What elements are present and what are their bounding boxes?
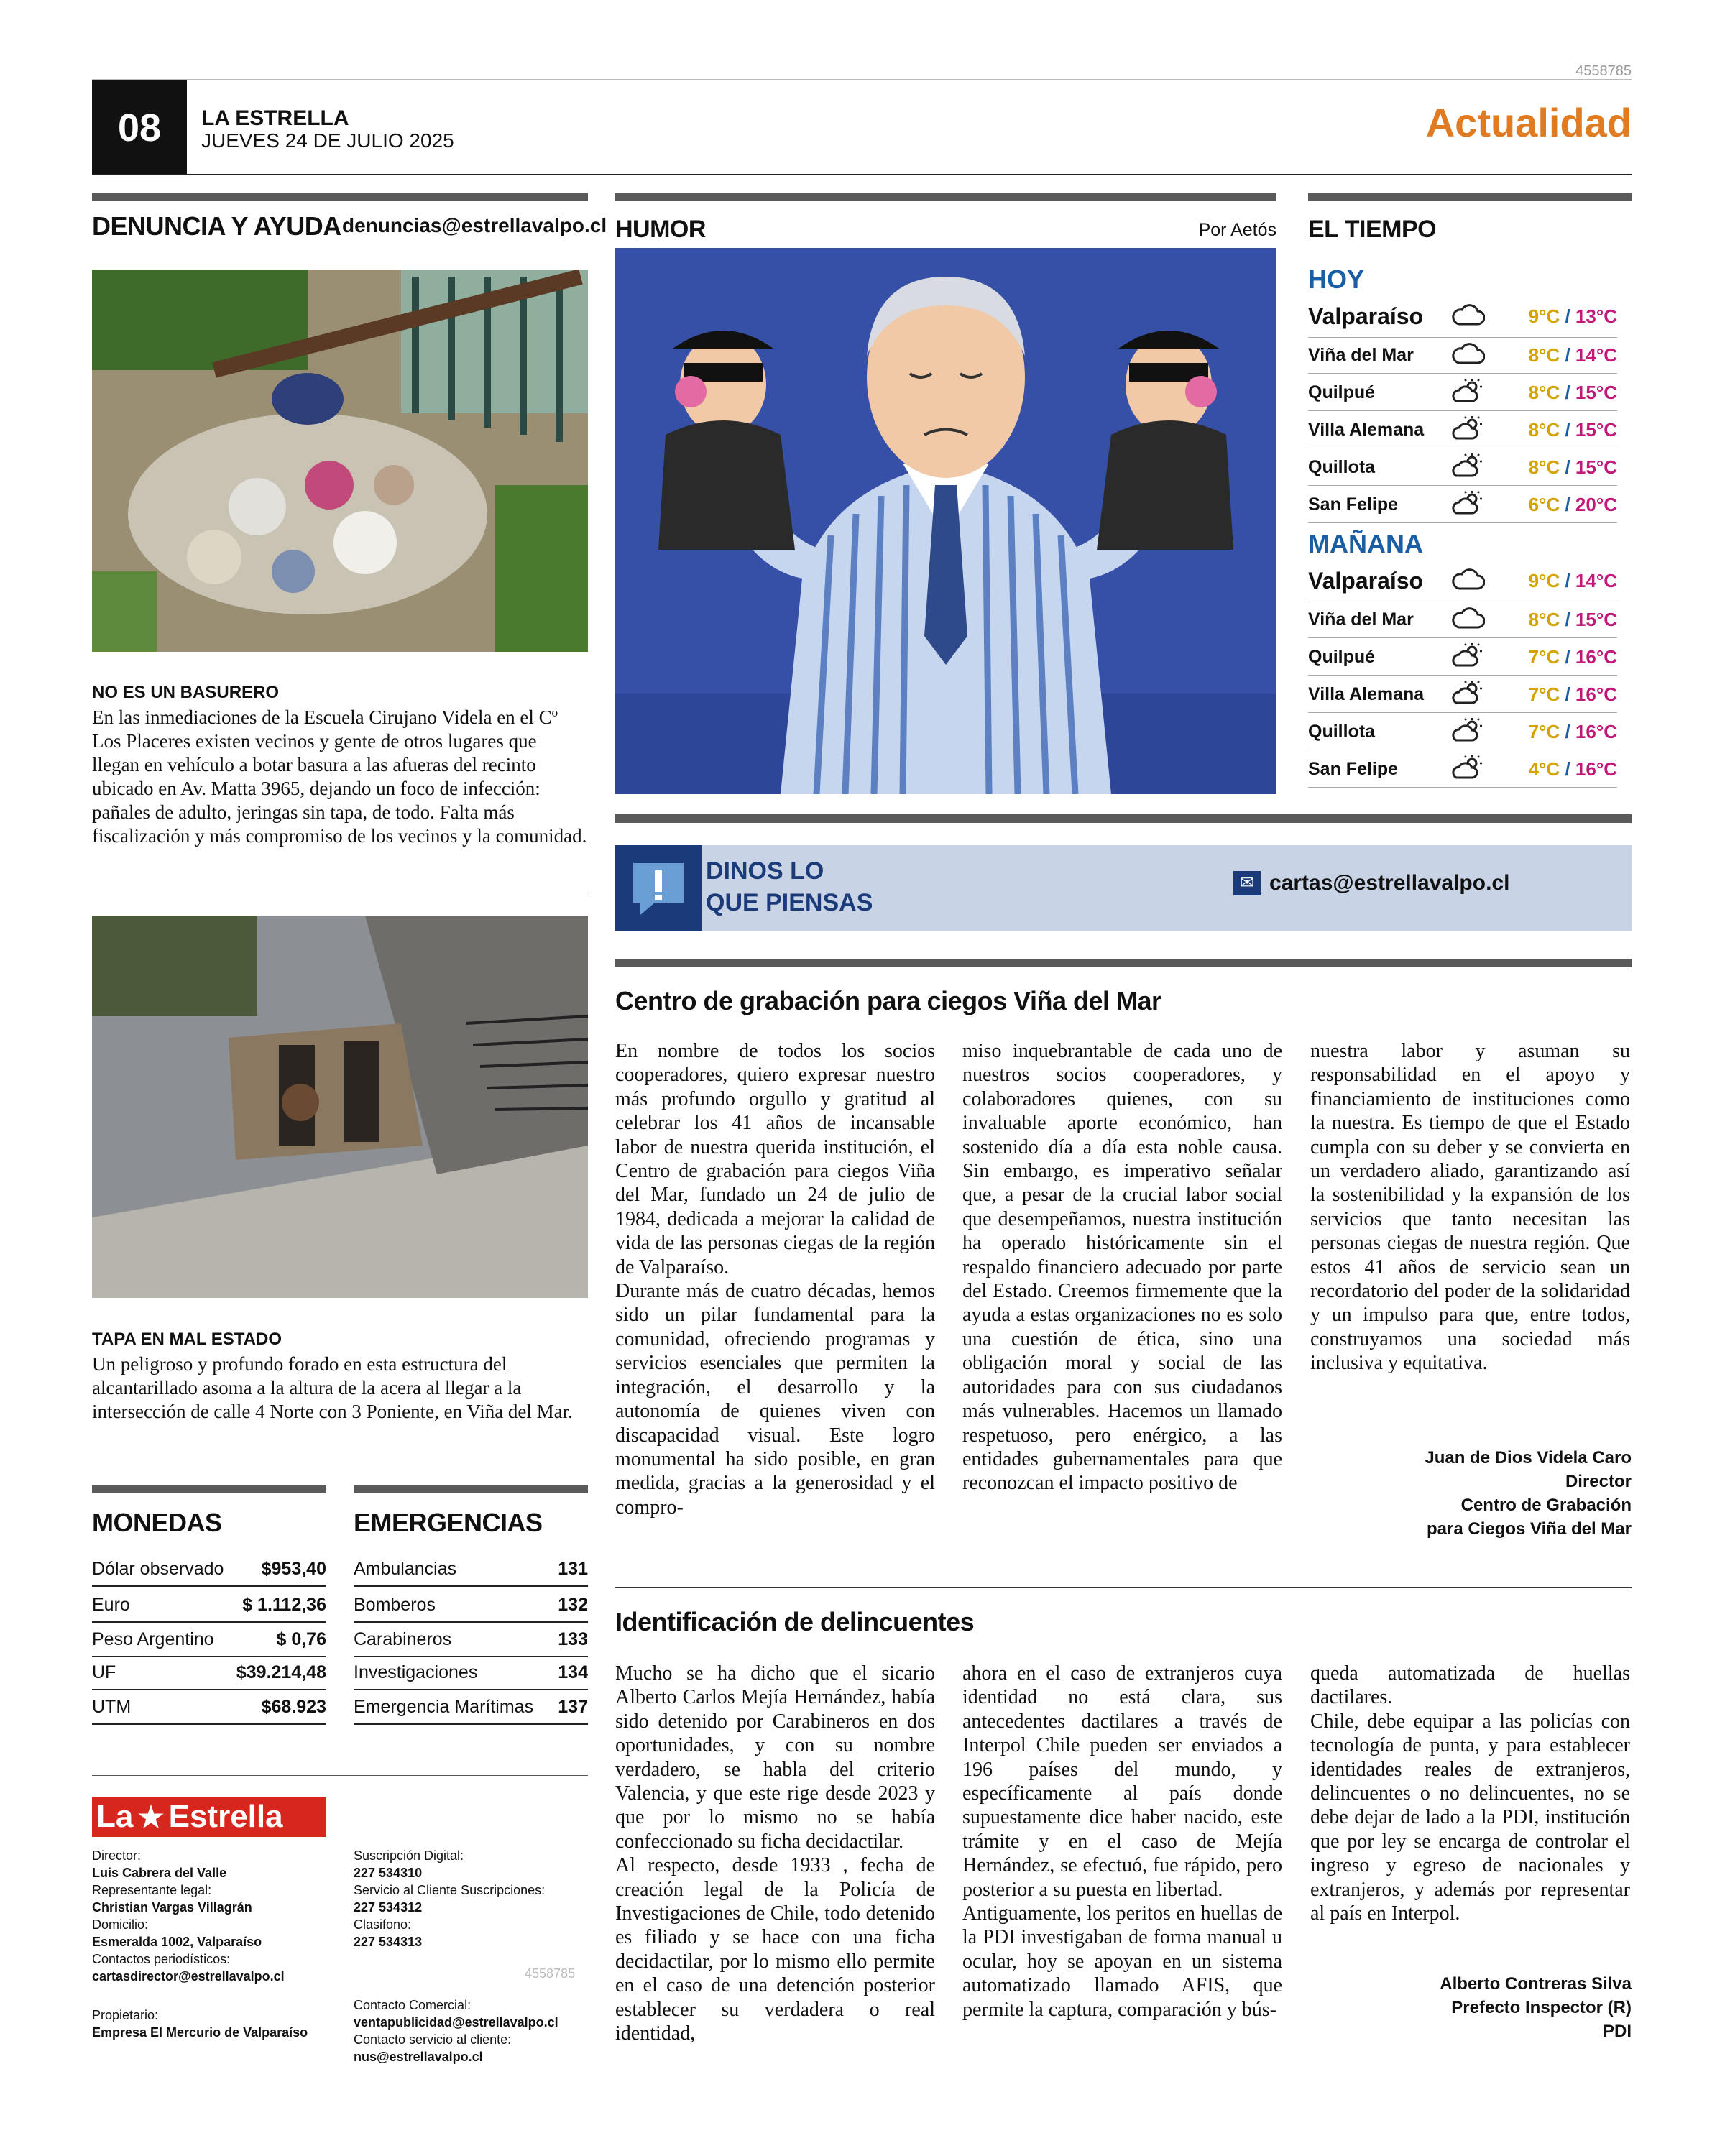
partly-sunny-icon [1450,755,1501,784]
credit-label: Propietario: [92,2008,159,2022]
letter1-column: nuestra labor y asuman su responsabilidad en el apoyo y financiamiento de instituciones como la nuestra. Es tiempo de que el Estado cumpla con su deber y se convierta en un verdadero aliado, garantizando así la sostenibilidad y la expansión de los servicios que tanto necesitan las personas ciegas de nuestra región. Que estos 41 años de servicio sean un recordatorio del poder de la solidaridad y un impulso para que, entre todos, construyamos una sociedad más inclusiva y equitativa. [1310,1040,1630,1375]
temp-max: 20°C [1575,494,1617,515]
partly-sunny-icon [1450,491,1501,520]
denuncia-email[interactable]: denuncias@estrellavalpo.cl [342,214,607,236]
letter2-column: ahora en el caso de extranjeros cuya identidad no está clara, sus antecedentes dactilares a través de Interpol Chile pueden ser enviados a 196 países del mundo, y específicamente al país donde supuestamente dice haber nacido, este trámite y en el caso de Mejía Hernández, se efectuó, fue rápido, pero posterior a su puesta en libertad. Antiguamente, los peritos en huellas de la PDI investigaban de forma manual u ocular, hoy se apoyan en un sistema automatizado llamado AFIS, que permite la captura, comparación y bús- [962,1662,1282,2021]
contact-label: Contacto servicio al cliente: [354,2032,512,2047]
top-rule [92,79,1632,80]
item1-title: NO ES UN BASURERO [92,683,280,702]
city-name: Viña del Mar [1308,609,1414,630]
credit-label: Representante legal: [92,1883,212,1897]
commercial-email[interactable]: ventapublicidad@estrellavalpo.cl [354,2015,558,2030]
alert-icon [615,845,702,931]
temperature-range [1501,419,1617,441]
temperature-range [1501,646,1617,668]
item1-text: En las inmediaciones de la Escuela Cirujano Videla en el Cº Los Placeres existen vecinos y gente de otros lugares que llegan en vehículo a botar basura a las afueras del recinto ubicado en Av. Matta 3965, dejando un foco de infección: pañales de adulto, jeringas sin tapa, de todo. Falta más fiscalización y más compromiso de los vecinos y la comunidad. [92,706,587,847]
currency-value: $68.923 [261,1696,326,1717]
contact-value: 227 534312 [354,1900,423,1915]
temp-min: 8°C [1528,419,1560,441]
temp-separator: / [1560,344,1576,366]
weather-row [1308,487,1617,523]
table-row [92,1690,326,1725]
temp-min: 8°C [1528,344,1560,366]
table-row [354,1656,588,1690]
credit-label: Domicilio: [92,1917,149,1932]
phone-number[interactable]: 132 [558,1594,588,1615]
service-label: Ambulancias [354,1558,457,1579]
humor-author: Por Aetós [1198,220,1276,240]
currency-label: UTM [92,1696,132,1717]
temperature-range [1501,721,1617,743]
temperature-range [1501,344,1617,367]
temperature-range [1501,758,1617,780]
currency-value: $39.214,48 [236,1662,326,1682]
temp-max: 15°C [1575,382,1617,403]
temp-min: 9°C [1528,570,1560,591]
temp-max: 16°C [1575,646,1617,668]
item2-text: Un peligroso y profundo forado en esta estructura del alcantarillado asoma a la altura de la acera al llegar a la intersección de calle 4 Norte con 3 Poniente, en Viña del Mar. [92,1353,573,1422]
temp-max: 15°C [1575,609,1617,630]
emergencias-top-bar [354,1485,588,1493]
phone-number[interactable]: 133 [558,1628,588,1649]
temperature-range [1501,683,1617,706]
issue-date: JUEVES 24 DE JULIO 2025 [201,129,454,152]
temp-max: 16°C [1575,758,1617,780]
temp-separator: / [1560,494,1576,515]
cartoon-image [615,248,1276,794]
weather-row [1308,296,1617,338]
paper-name: LA ESTRELLA [201,106,349,130]
brand-logo [92,1797,326,1837]
masthead-divider [92,1775,588,1776]
letter2-title: Identificación de delincuentes [615,1607,975,1636]
table-row [354,1588,588,1623]
monedas-heading: MONEDAS [92,1508,222,1537]
table-row [92,1623,326,1657]
temperature-range [1501,382,1617,404]
table-row [92,1656,326,1690]
temp-max: 15°C [1575,456,1617,478]
letter1-top-bar [615,959,1632,967]
temp-min: 4°C [1528,758,1560,780]
item2-title: TAPA EN MAL ESTADO [92,1330,282,1349]
page-number: 08 [92,80,187,175]
temp-min: 8°C [1528,609,1560,630]
temp-separator: / [1560,419,1576,441]
partly-sunny-icon [1450,681,1501,709]
credit-value: Luis Cabrera del Valle [92,1866,227,1880]
city-name: Viña del Mar [1308,345,1414,365]
letter1-column: En nombre de todos los socios cooperadores, quiero expresar nuestro más profundo orgullo y gratitud al celebrar los 41 años de incansable labor de nuestra querida institución, el Centro de grabación para ciegos Viña del Mar, fundado un 24 de julio de 1984, dedicada a mejorar la calidad de vida de las personas ciegas de la región de Valparaíso. Durante más de cuatro décadas, hemos sido un pilar fundamental para la comunidad, ofreciendo programas y servicios esenciales que permiten la integración, el desarrollo y la autonomía de quienes viven con discapacidad visual. Este logro monumental ha sido posible, en gran medida, gracias a la generosidad y el compro- [615,1040,935,1519]
service-label: Bomberos [354,1594,436,1615]
currency-label: Peso Argentino [92,1628,214,1649]
client-email[interactable]: nus@estrellavalpo.cl [354,2050,483,2064]
weather-row [1308,413,1617,448]
partly-sunny-icon [1450,453,1501,482]
temperature-range [1501,494,1617,516]
city-name: Quilpué [1308,647,1376,667]
humor-heading: HUMOR [615,216,706,243]
weather-row [1308,677,1617,713]
humor-top-bar [615,193,1276,201]
cloud-icon [1450,567,1501,596]
currency-value: $ 0,76 [276,1628,326,1649]
temp-min: 8°C [1528,456,1560,478]
signature-org: Centro de Grabación [1460,1496,1632,1515]
currency-label: Dólar observado [92,1558,224,1579]
today-label: HOY [1308,264,1365,294]
temp-separator: / [1560,305,1576,327]
signature-role: Prefecto Inspector (R) [1451,1998,1632,2017]
weather-row [1308,450,1617,486]
city-name: Quillota [1308,457,1376,477]
signature-name: Juan de Dios Videla Caro [1425,1448,1632,1468]
partly-sunny-icon [1450,379,1501,407]
temp-max: 15°C [1575,419,1617,441]
header-rule [92,174,1632,175]
temp-min: 7°C [1528,683,1560,705]
contact-label: Suscripción Digital: [354,1848,464,1863]
watermark-code: 4558785 [525,1966,576,1981]
city-name: Valparaíso [1308,568,1424,594]
letter1-signature [1310,1446,1632,1541]
temp-separator: / [1560,758,1576,780]
section-title: Actualidad [1425,100,1632,145]
temperature-range [1501,570,1617,592]
currency-value: $ 1.112,36 [242,1594,326,1615]
temperature-range [1501,609,1617,631]
letter2-column: queda automatizada de huellas dactilares. Chile, debe equipar a las policías con tecnología de punta, y para establecer identidades reales de extranjeros, delincuentes o no delincuentes, no se debe dejar de lado a la PDI, institución que por ley se encarga de controlar el ingreso y egreso de nacionales y extranjeros, y además por representar al país en Interpol. [1310,1662,1630,1925]
garbage-photo [92,270,588,652]
credit-value: Christian Vargas Villagrán [92,1900,252,1915]
page-code: 4558785 [1576,63,1632,79]
drain-photo [92,916,588,1298]
temp-max: 16°C [1575,721,1617,742]
signature-org: para Ciegos Viña del Mar [1427,1519,1632,1539]
weather-row [1308,714,1617,750]
city-name: Villa Alemana [1308,420,1425,440]
logo-text: La [96,1799,134,1834]
letter2-column: Mucho se ha dicho que el sicario Alberto Carlos Mejía Hernández, había sido detenido por Carabineros en dos oportunidades, y con su nombre verdadero, se habla del criterio Valencia, y que este rige desde 2023 y que por lo mismo no se había confeccionado su ficha decidactilar. Al respecto, desde 1933 , fecha de creación legal de la Policía de Investigaciones de Chile, todo detenido es filiado y se hace con una ficha decidactilar, por lo mismo ello permite en el caso de una detención posterior establecer su verdadera o real identidad, [615,1662,935,2045]
table-row [92,1552,326,1587]
cloud-icon [1450,303,1501,331]
envelope-icon: ✉ [1233,871,1261,895]
dinos-title-line: DINOS LO [706,857,824,885]
contact-label: Servicio al Cliente Suscripciones: [354,1883,546,1897]
temp-max: 14°C [1575,570,1617,591]
temp-separator: / [1560,382,1576,403]
signature-name: Alberto Contreras Silva [1440,1974,1632,1994]
city-name: San Felipe [1308,759,1399,779]
temperature-range [1501,456,1617,479]
masthead-credits [92,1847,336,2041]
denuncia-heading: DENUNCIA Y AYUDA [92,211,341,241]
temp-separator: / [1560,683,1576,705]
letter2-signature [1310,1972,1632,2043]
service-label: Carabineros [354,1628,452,1649]
denuncia-top-bar [92,193,588,201]
contact-label: Clasifono: [354,1917,412,1932]
dinos-title [706,855,873,918]
city-name: Quilpué [1308,382,1376,402]
currency-label: UF [92,1662,116,1682]
temperature-range [1501,305,1617,328]
city-name: Valparaíso [1308,303,1424,329]
weather-row [1308,375,1617,411]
temp-min: 7°C [1528,646,1560,668]
currency-value: $953,40 [261,1558,326,1579]
credit-value: Empresa El Mercurio de Valparaíso [92,2025,308,2040]
letters-email[interactable]: cartas@estrellavalpo.cl [1269,871,1510,895]
contact-value: 227 534310 [354,1866,423,1880]
partly-sunny-icon [1450,643,1501,672]
signature-role: Director [1565,1472,1632,1491]
letter1-column: miso inquebrantable de cada uno de nuestros socios cooperadores, y colaboradores quienes, con su invaluable aporte económico, han sostenido día a día esta noble causa. Sin embargo, es imperativo señalar que, a pesar de la crucial labor social que desempeñamos, nuestra institución ha operado históricamente sin el respaldo financiero adecuado por parte del Estado. Creemos firmemente que la ayuda a estas organizaciones no es solo una cuestión de ética, sino una obligación moral y social de las autoridades para con sus ciudadanos más vulnerables. Hacemos un llamado respetuoso, pero enérgico, a las entidades gubernamentales para que reconozcan el impacto positivo de [962,1040,1282,1495]
credit-label: Contactos periodísticos: [92,1952,231,1966]
temp-separator: / [1560,721,1576,742]
city-name: Quillota [1308,722,1376,742]
city-name: Villa Alemana [1308,684,1425,704]
temp-min: 7°C [1528,721,1560,742]
press-email[interactable]: cartasdirector@estrellavalpo.cl [92,1969,285,1984]
cloud-icon [1450,606,1501,635]
partly-sunny-icon [1450,416,1501,445]
monedas-top-bar [92,1485,326,1493]
partly-sunny-icon [1450,718,1501,747]
tomorrow-label: MAÑANA [1308,529,1423,558]
temp-min: 6°C [1528,494,1560,515]
phone-number[interactable]: 131 [558,1558,588,1579]
credit-value: Esmeralda 1002, Valparaíso [92,1935,262,1949]
contact-label: Contacto Comercial: [354,1998,472,2012]
letters-divider [615,1587,1632,1588]
table-row [354,1623,588,1657]
weather-row [1308,752,1617,788]
phone-number[interactable]: 137 [558,1696,588,1717]
temp-separator: / [1560,609,1576,630]
signature-org: PDI [1602,2022,1632,2041]
temp-separator: / [1560,646,1576,668]
phone-number[interactable]: 134 [558,1662,588,1682]
weather-row [1308,338,1617,374]
weather-row [1308,561,1617,602]
dinos-top-bar [615,814,1632,823]
credit-label: Director: [92,1848,142,1863]
weather-row [1308,640,1617,676]
temp-min: 9°C [1528,305,1560,327]
temp-separator: / [1560,570,1576,591]
weather-top-bar [1308,193,1632,201]
city-name: San Felipe [1308,494,1399,515]
service-label: Emergencia Marítimas [354,1696,534,1717]
cloud-icon [1450,341,1501,370]
temp-separator: / [1560,456,1576,478]
dinos-title-line: QUE PIENSAS [706,889,873,916]
table-row [354,1552,588,1587]
temp-max: 13°C [1575,305,1617,327]
table-row [354,1690,588,1725]
temp-min: 8°C [1528,382,1560,403]
currency-label: Euro [92,1594,130,1615]
temp-max: 16°C [1575,683,1617,705]
weather-row [1308,602,1617,638]
letter1-title: Centro de grabación para ciegos Viña del Mar [615,986,1162,1015]
table-row [92,1588,326,1623]
temp-max: 14°C [1575,344,1617,366]
service-label: Investigaciones [354,1662,478,1682]
masthead-contacts [354,1847,591,2065]
contact-value: 227 534313 [354,1935,423,1949]
weather-heading: EL TIEMPO [1308,216,1437,243]
emergencias-heading: EMERGENCIAS [354,1508,543,1537]
star-icon: ★ [136,1798,166,1835]
logo-text: Estrella [168,1799,283,1834]
